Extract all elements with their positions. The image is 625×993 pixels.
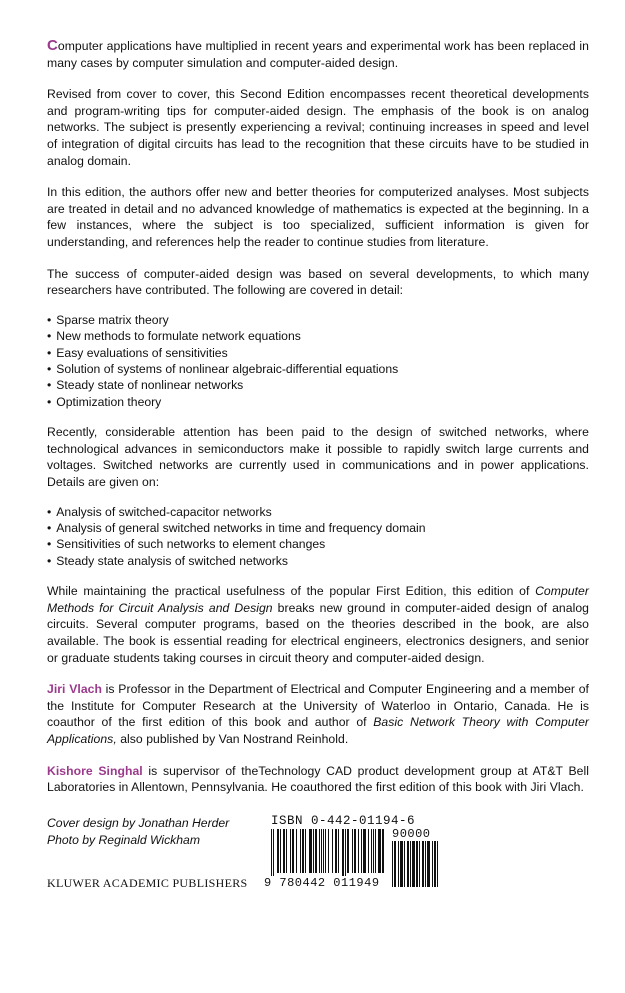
barcode-bar	[280, 829, 281, 873]
list-item: • Steady state analysis of switched networks	[47, 553, 589, 569]
list-item: • Easy evaluations of sensitivities	[47, 345, 589, 361]
edition-paragraph: Revised from cover to cover, this Second Edition encompasses recent theoretical developments and program-writing tips for computer-aided design. The emphasis of the book is on analog networks. The subject is presently experiencing a revival; continuing increases in speed and level of integration of digital circuits has lead to the recognition that these circuits have to be studied in analog domain.	[47, 87, 589, 168]
barcode-bar	[342, 829, 344, 879]
barcode-bar	[271, 829, 272, 879]
barcode-bar	[347, 829, 349, 873]
barcode-bar	[358, 829, 359, 873]
barcode-bar	[283, 829, 285, 873]
barcode-bar	[410, 841, 411, 887]
vlach-bio	[47, 681, 589, 747]
switched-networks-paragraph: Recently, considerable attention has been paid to the design of switched networks, where technological advances in semiconductors make it possible to rapidly switch large currents and voltages. Switched networks are currently used in communications and in power applications. Details are given on:	[47, 425, 589, 489]
barcode-bar	[277, 829, 279, 873]
barcode-bar	[332, 829, 333, 873]
vlach-book-title: Basic Network Theory with Computer Applications,	[47, 715, 590, 746]
barcode-bar	[292, 829, 294, 873]
list-item: • Analysis of switched-capacitor networks	[47, 504, 589, 520]
barcode-bar	[328, 829, 329, 873]
barcode-bar	[371, 829, 372, 873]
barcode-bar	[382, 829, 384, 873]
barcode-bar	[286, 829, 287, 873]
barcode-bar	[363, 829, 366, 873]
barcode-bar	[309, 829, 312, 873]
barcode-bar	[378, 829, 381, 873]
list-item: • Solution of systems of nonlinear algebraic-differential equations	[47, 361, 589, 377]
barcode-bar	[352, 829, 353, 873]
cover-credit: Cover design by Jonathan Herder	[47, 816, 230, 830]
barcode-bar	[437, 841, 438, 887]
isbn-label: ISBN 0-442-01194-6	[271, 814, 416, 828]
barcode-bar	[300, 829, 301, 873]
p6-after: breaks new ground in computer-aided design of analog circuits. Several computer programs, based on the theories described in the book, are also available. The book is essential reading for electrical engineers, electronics designers, and senior or graduate students taking courses in circuit theory and computer-aided design.	[47, 600, 589, 665]
barcode-bar	[434, 841, 436, 887]
barcode-bar	[290, 829, 291, 873]
barcode-bar	[305, 829, 306, 873]
barcode-bar	[315, 829, 317, 873]
first-edition-paragraph	[47, 583, 589, 666]
barcode-bar	[400, 841, 403, 887]
barcode-bar	[407, 841, 409, 887]
topics-list	[47, 312, 589, 410]
barcode-bar	[354, 829, 356, 873]
list-item: • Steady state of nonlinear networks	[47, 377, 589, 393]
barcode-bar	[419, 841, 420, 887]
barcode-bar	[313, 829, 314, 873]
barcode-bar	[412, 841, 415, 887]
barcode-bar	[325, 829, 326, 873]
publisher-name: KLUWER ACADEMIC PUBLISHERS	[47, 876, 248, 890]
barcode-bar	[394, 841, 396, 887]
list-item: • New methods to formulate network equations	[47, 328, 589, 344]
barcode-bar	[422, 841, 424, 887]
barcode-bar	[375, 829, 376, 873]
author-name-vlach: Jiri Vlach	[47, 682, 102, 697]
author-name-singhal: Kishore Singhal	[47, 763, 143, 778]
barcode-bar	[392, 841, 393, 887]
barcode-bar	[302, 829, 304, 873]
barcode-bar	[345, 829, 346, 879]
barcode-bar	[373, 829, 374, 873]
p6-before: While maintaining the practical usefulness of the popular First Edition, this edition of	[47, 584, 536, 599]
barcode-bar	[368, 829, 369, 873]
barcode-bar	[432, 841, 433, 887]
intro-paragraph	[47, 38, 589, 71]
barcode-bar	[296, 829, 297, 873]
barcode-bar	[404, 841, 405, 887]
credits	[47, 815, 229, 849]
barcode-bar	[425, 841, 426, 887]
barcode-bar	[338, 829, 339, 873]
price-barcode	[392, 841, 446, 889]
switched-topics-list	[47, 504, 589, 570]
singhal-bio-text: is supervisor of theTechnology CAD product development group at AT&T Bell Laboratories in Allentown, Pennsylvania. He coauthored the first edition of this book with Jiri Vlach.	[47, 763, 590, 795]
developments-paragraph: The success of computer-aided design was based on several developments, to which many researchers have contributed. The following are covered in detail:	[47, 266, 589, 298]
barcode-bar	[321, 829, 322, 873]
barcode-bar	[335, 829, 337, 873]
barcode-bar	[398, 841, 399, 887]
barcode-bar	[361, 829, 362, 873]
price-code: 90000	[392, 827, 431, 841]
barcode-bar	[273, 829, 274, 879]
drop-cap: C	[47, 37, 58, 54]
list-item: • Sparse matrix theory	[47, 312, 589, 328]
barcode-number: 9 780442 011949	[264, 876, 380, 890]
barcode-bar	[427, 841, 430, 887]
barcode-bar	[319, 829, 320, 873]
list-item: • Analysis of general switched networks in time and frequency domain	[47, 520, 589, 536]
barcode-bar	[323, 829, 324, 873]
list-item: • Optimization theory	[47, 394, 589, 410]
intro-text: omputer applications have multiplied in recent years and experimental work has been replaced in many cases by computer simulation and computer-aided design.	[47, 39, 589, 70]
barcode-bar	[416, 841, 418, 887]
vlach-bio-text: is Professor in the Department of Electrical and Computer Engineering and a member of the Institute for Computer Research at the University of Waterloo in Ontario, Canada. He is coauthor of the first edition of this book and author of	[47, 682, 589, 730]
singhal-bio	[47, 763, 589, 796]
theories-paragraph: In this edition, the authors offer new and better theories for computerized analyses. Most subjects are treated in detail and no advanced knowledge of mathematics is expected at the beginning. In a few instances, where the subject is too specialized, sufficient information is given for understanding, and references help the reader to continue studies from literature.	[47, 185, 589, 249]
book-title: Computer Methods for Circuit Analysis and Design	[47, 584, 589, 615]
back-cover-text	[47, 38, 589, 811]
vlach-bio-end: also published by Van Nostrand Reinhold.	[116, 731, 349, 746]
list-item: • Sensitivities of such networks to element changes	[47, 536, 589, 552]
photo-credit: Photo by Reginald Wickham	[47, 833, 200, 847]
